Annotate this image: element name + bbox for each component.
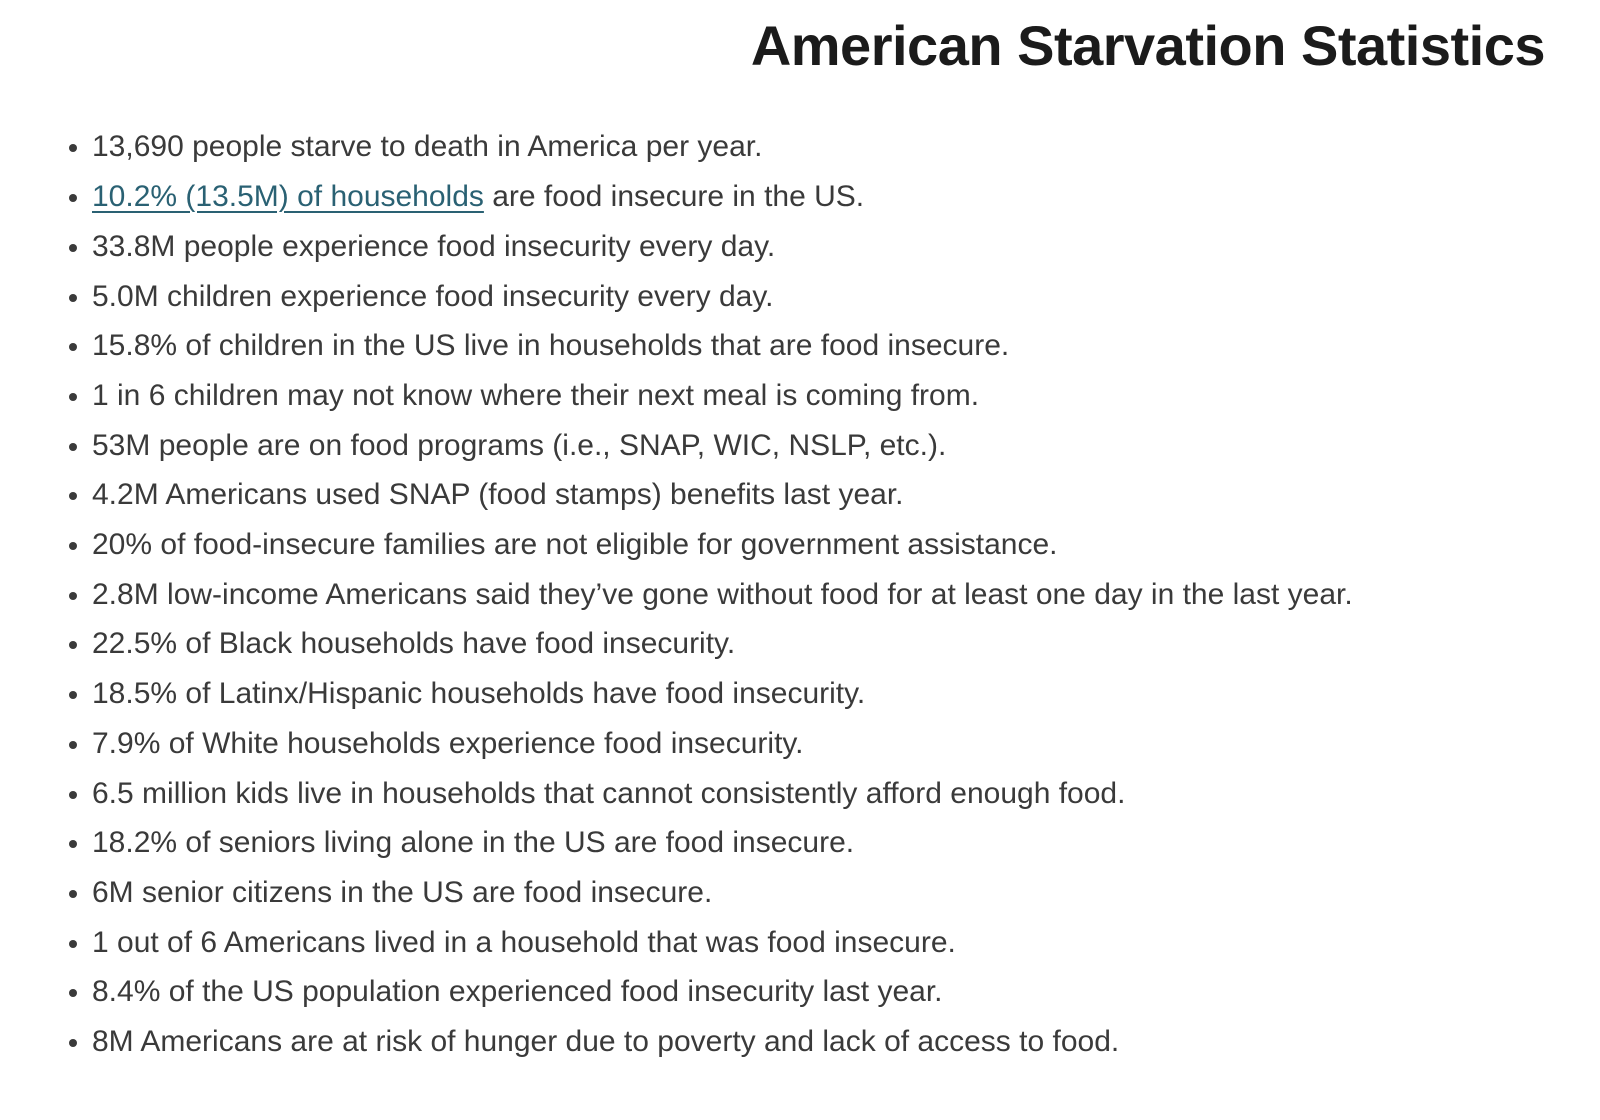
page-title: American Starvation Statistics — [750, 14, 1545, 77]
list-item: • 53M people are on food programs (i.e., SNAP, WIC, NSLP, etc.). — [92, 421, 1580, 471]
list-item: • 33.8M people experience food insecurity every day. — [92, 222, 1580, 272]
list-item: • 4.2M Americans used SNAP (food stamps) benefits last year. — [92, 470, 1580, 520]
list-item: • 7.9% of White households experience food insecurity. — [92, 719, 1580, 769]
list-item: • 8M Americans are at risk of hunger due to poverty and lack of access to food. — [92, 1017, 1580, 1067]
list-item: • 13,690 people starve to death in America per year. — [92, 122, 1580, 172]
list-item: • 8.4% of the US population experienced food insecurity last year. — [92, 967, 1580, 1017]
list-item: • 6M senior citizens in the US are food insecure. — [92, 868, 1580, 918]
households-food-insecure-link[interactable]: 10.2% (13.5M) of households — [92, 180, 484, 214]
list-item: • 20% of food-insecure families are not eligible for government assistance. — [92, 520, 1580, 570]
list-item: • 22.5% of Black households have food insecurity. — [92, 619, 1580, 669]
list-item-text: are food insecure in the US. — [483, 180, 865, 214]
list-item: • 6.5 million kids live in households that cannot consistently afford enough food. — [92, 769, 1580, 819]
list-item: • 2.8M low-income Americans said they’ve gone without food for at least one day in the last year. — [92, 570, 1580, 620]
list-item: • 15.8% of children in the US live in households that are food insecure. — [92, 321, 1580, 371]
list-item: • 18.2% of seniors living alone in the US are food insecure. — [92, 818, 1580, 868]
list-item: • 5.0M children experience food insecurity every day. — [92, 272, 1580, 322]
document-page — [0, 14, 1600, 1120]
list-item — [92, 172, 1580, 222]
list-item: • 18.5% of Latinx/Hispanic households have food insecurity. — [92, 669, 1580, 719]
list-item: • 1 out of 6 Americans lived in a household that was food insecure. — [92, 918, 1580, 968]
statistics-list — [0, 122, 1600, 1066]
list-item: • 1 in 6 children may not know where their next meal is coming from. — [92, 371, 1580, 421]
